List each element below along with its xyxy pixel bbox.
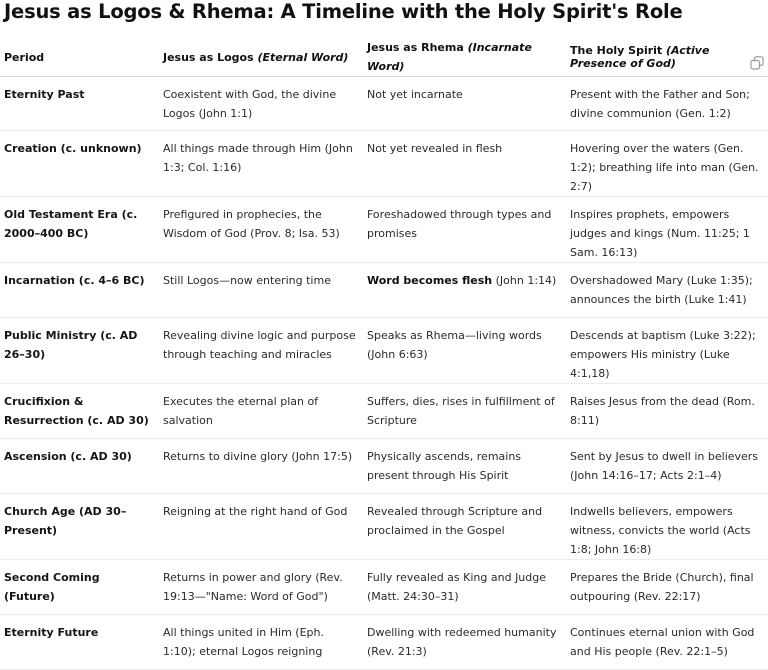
table-header-row: [0, 38, 768, 77]
spirit-cell: Inspires prophets, empowers judges and kings (Num. 11:25; 1 Sam. 16:13): [566, 197, 768, 263]
table-row: [0, 263, 768, 318]
spirit-cell: Raises Jesus from the dead (Rom. 8:11): [566, 384, 768, 439]
logos-cell: Returns in power and glory (Rev. 19:13—"Name: Word of God"): [159, 560, 363, 615]
period-cell: Incarnation (c. 4–6 BC): [0, 263, 159, 318]
logos-cell: All things made through Him (John 1:3; Col. 1:16): [159, 131, 363, 197]
spirit-cell: Present with the Father and Son; divine communion (Gen. 1:2): [566, 77, 768, 131]
period-cell: Creation (c. unknown): [0, 131, 159, 197]
logos-cell: Coexistent with God, the divine Logos (John 1:1): [159, 77, 363, 131]
table-row: [0, 197, 768, 263]
logos-cell: Still Logos—now entering time: [159, 263, 363, 318]
logos-cell: Reigning at the right hand of God: [159, 494, 363, 560]
spirit-cell: Indwells believers, empowers witness, convicts the world (Acts 1:8; John 16:8): [566, 494, 768, 560]
period-cell: Church Age (AD 30–Present): [0, 494, 159, 560]
rhema-text: Fully revealed as King and Judge (Matt. 24:30–31): [367, 571, 547, 603]
table-row: [0, 560, 768, 615]
rhema-text: Physically ascends, remains present through His Spirit: [367, 450, 522, 482]
rhema-cell: [363, 263, 566, 318]
header-rhema: Jesus as Rhema (Incarnate Word): [363, 38, 566, 77]
rhema-text: Speaks as Rhema—living words (John 6:63): [367, 329, 542, 361]
spirit-cell: Continues eternal union with God and His people (Rev. 22:1–5): [566, 615, 768, 670]
table-row: [0, 494, 768, 560]
rhema-text: Dwelling with redeemed humanity (Rev. 21:3): [367, 626, 557, 658]
rhema-cell: [363, 384, 566, 439]
rhema-text: (John 1:14): [492, 274, 557, 287]
table-row: [0, 439, 768, 494]
rhema-cell: [363, 494, 566, 560]
table-row: [0, 615, 768, 670]
table-row: [0, 384, 768, 439]
page-title: Jesus as Logos & Rhema: A Timeline with the Holy Spirit's Role: [4, 0, 683, 23]
rhema-cell: [363, 77, 566, 131]
period-cell: Ascension (c. AD 30): [0, 439, 159, 494]
period-cell: Second Coming (Future): [0, 560, 159, 615]
logos-cell: All things united in Him (Eph. 1:10); eternal Logos reigning: [159, 615, 363, 670]
rhema-cell: [363, 439, 566, 494]
period-cell: Eternity Future: [0, 615, 159, 670]
rhema-cell: [363, 560, 566, 615]
rhema-cell: [363, 318, 566, 384]
period-cell: Eternity Past: [0, 77, 159, 131]
rhema-cell: [363, 615, 566, 670]
rhema-text: Not yet revealed in flesh: [367, 142, 503, 155]
rhema-text: Foreshadowed through types and promises: [367, 208, 552, 240]
rhema-emphasis: Word becomes flesh: [367, 274, 493, 287]
logos-cell: Revealing divine logic and purpose through teaching and miracles: [159, 318, 363, 384]
rhema-text: Revealed through Scripture and proclaimed in the Gospel: [367, 505, 543, 537]
copy-icon[interactable]: [750, 56, 764, 70]
rhema-cell: [363, 197, 566, 263]
timeline-table: [0, 38, 768, 670]
spirit-cell: Overshadowed Mary (Luke 1:35); announces the birth (Luke 1:41): [566, 263, 768, 318]
rhema-text: Suffers, dies, rises in fulfillment of Scripture: [367, 395, 555, 427]
spirit-cell: Descends at baptism (Luke 3:22); empowers His ministry (Luke 4:1,18): [566, 318, 768, 384]
header-logos: Jesus as Logos (Eternal Word): [159, 38, 363, 77]
header-spirit: The Holy Spirit (Active Presence of God): [566, 38, 768, 77]
spirit-cell: Prepares the Bride (Church), final outpouring (Rev. 22:17): [566, 560, 768, 615]
spirit-cell: Hovering over the waters (Gen. 1:2); breathing life into man (Gen. 2:7): [566, 131, 768, 197]
logos-cell: Prefigured in prophecies, the Wisdom of God (Prov. 8; Isa. 53): [159, 197, 363, 263]
table-row: [0, 131, 768, 197]
period-cell: Old Testament Era (c. 2000–400 BC): [0, 197, 159, 263]
logos-cell: Returns to divine glory (John 17:5): [159, 439, 363, 494]
period-cell: Crucifixion & Resurrection (c. AD 30): [0, 384, 159, 439]
table-row: [0, 318, 768, 384]
spirit-cell: Sent by Jesus to dwell in believers (John 14:16–17; Acts 2:1–4): [566, 439, 768, 494]
period-cell: Public Ministry (c. AD 26–30): [0, 318, 159, 384]
rhema-cell: [363, 131, 566, 197]
rhema-text: Not yet incarnate: [367, 88, 463, 101]
table-row: [0, 77, 768, 131]
logos-cell: Executes the eternal plan of salvation: [159, 384, 363, 439]
header-period: Period: [0, 38, 159, 77]
